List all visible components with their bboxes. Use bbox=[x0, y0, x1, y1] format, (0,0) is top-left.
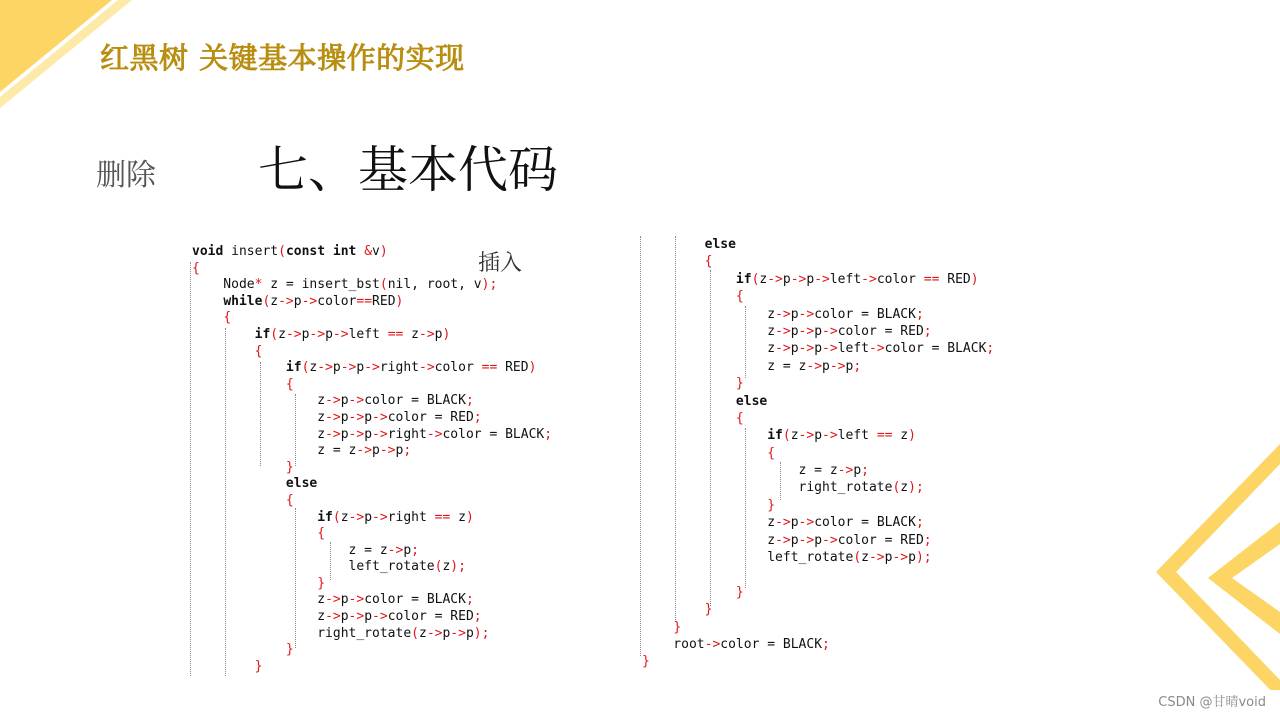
side-label-delete: 删除 bbox=[96, 158, 156, 193]
code-line: { bbox=[317, 526, 326, 542]
code-line: right_rotate(z); bbox=[642, 480, 924, 496]
code-line: z->p->color = BLACK; bbox=[192, 592, 474, 608]
section-heading: 七、基本代码 bbox=[258, 141, 558, 199]
code-line: z->p->color = BLACK; bbox=[192, 393, 474, 409]
watermark: CSDN @甘晴void bbox=[1158, 695, 1266, 710]
code-line: z->p->color = BLACK; bbox=[642, 515, 924, 531]
code-line: z = z->p->p; bbox=[642, 358, 862, 374]
code-line: } bbox=[673, 619, 682, 635]
code-line: if(z->p->p->left->color == RED) bbox=[735, 271, 979, 287]
code-line: z->p->color = BLACK; bbox=[642, 306, 924, 322]
code-line: } bbox=[317, 575, 326, 591]
code-line: void insert(const int &v) bbox=[192, 244, 388, 259]
code-line: { bbox=[704, 254, 713, 270]
code-line: z = z->p; bbox=[642, 463, 869, 479]
code-line: { bbox=[223, 310, 232, 326]
indent-guide bbox=[190, 262, 191, 676]
code-line: } bbox=[704, 602, 713, 618]
indent-guide bbox=[640, 236, 641, 656]
code-line: z = z->p; bbox=[192, 542, 419, 558]
code-line: if(z->p->p->right->color == RED) bbox=[285, 360, 537, 376]
code-line: z->p->p->color = RED; bbox=[192, 609, 482, 625]
code-line: z->p->p->color = RED; bbox=[642, 323, 932, 339]
code-line: if(z->p->left == z) bbox=[767, 428, 916, 444]
page-header-title: 红黑树 关键基本操作的实现 bbox=[100, 41, 465, 75]
code-line: } bbox=[642, 654, 650, 670]
code-line: { bbox=[285, 376, 294, 392]
code-line: left_rotate(z); bbox=[192, 559, 466, 575]
code-line: else bbox=[735, 393, 768, 409]
code-line: left_rotate(z->p->p); bbox=[642, 550, 932, 566]
code-line: z->p->p->color = RED; bbox=[642, 532, 932, 548]
corner-decoration-bottom-right bbox=[1150, 440, 1280, 690]
code-line: z->p->p->left->color = BLACK; bbox=[642, 341, 995, 357]
code-line: { bbox=[735, 410, 744, 426]
code-line: } bbox=[767, 497, 776, 513]
code-line: } bbox=[285, 459, 294, 475]
code-line: } bbox=[285, 642, 294, 658]
code-line: { bbox=[254, 343, 263, 359]
code-line: Node* z = insert_bst(nil, root, v); bbox=[192, 277, 498, 293]
code-line: if(z->p->p->left == z->p) bbox=[254, 326, 451, 342]
code-line: { bbox=[285, 492, 294, 508]
code-line: } bbox=[735, 376, 744, 392]
code-block-right bbox=[642, 236, 994, 671]
code-line bbox=[642, 566, 994, 583]
code-line: z->p->p->color = RED; bbox=[192, 409, 482, 425]
code-line: z->p->p->right->color = BLACK; bbox=[192, 426, 553, 442]
code-line: else bbox=[285, 476, 318, 492]
code-block-left bbox=[192, 244, 552, 675]
code-line: { bbox=[192, 260, 200, 276]
code-line: z = z->p->p; bbox=[192, 443, 412, 459]
insert-label: 插入 bbox=[478, 251, 523, 276]
code-line: while(z->p->color==RED) bbox=[223, 293, 404, 309]
code-line: if(z->p->right == z) bbox=[317, 509, 474, 525]
code-line: } bbox=[254, 658, 263, 674]
code-line: { bbox=[767, 445, 776, 461]
code-line: } bbox=[735, 584, 744, 600]
code-line: root->color = BLACK; bbox=[642, 636, 830, 652]
code-line: { bbox=[735, 289, 744, 305]
code-line: else bbox=[704, 237, 736, 252]
code-line: right_rotate(z->p->p); bbox=[192, 625, 490, 641]
